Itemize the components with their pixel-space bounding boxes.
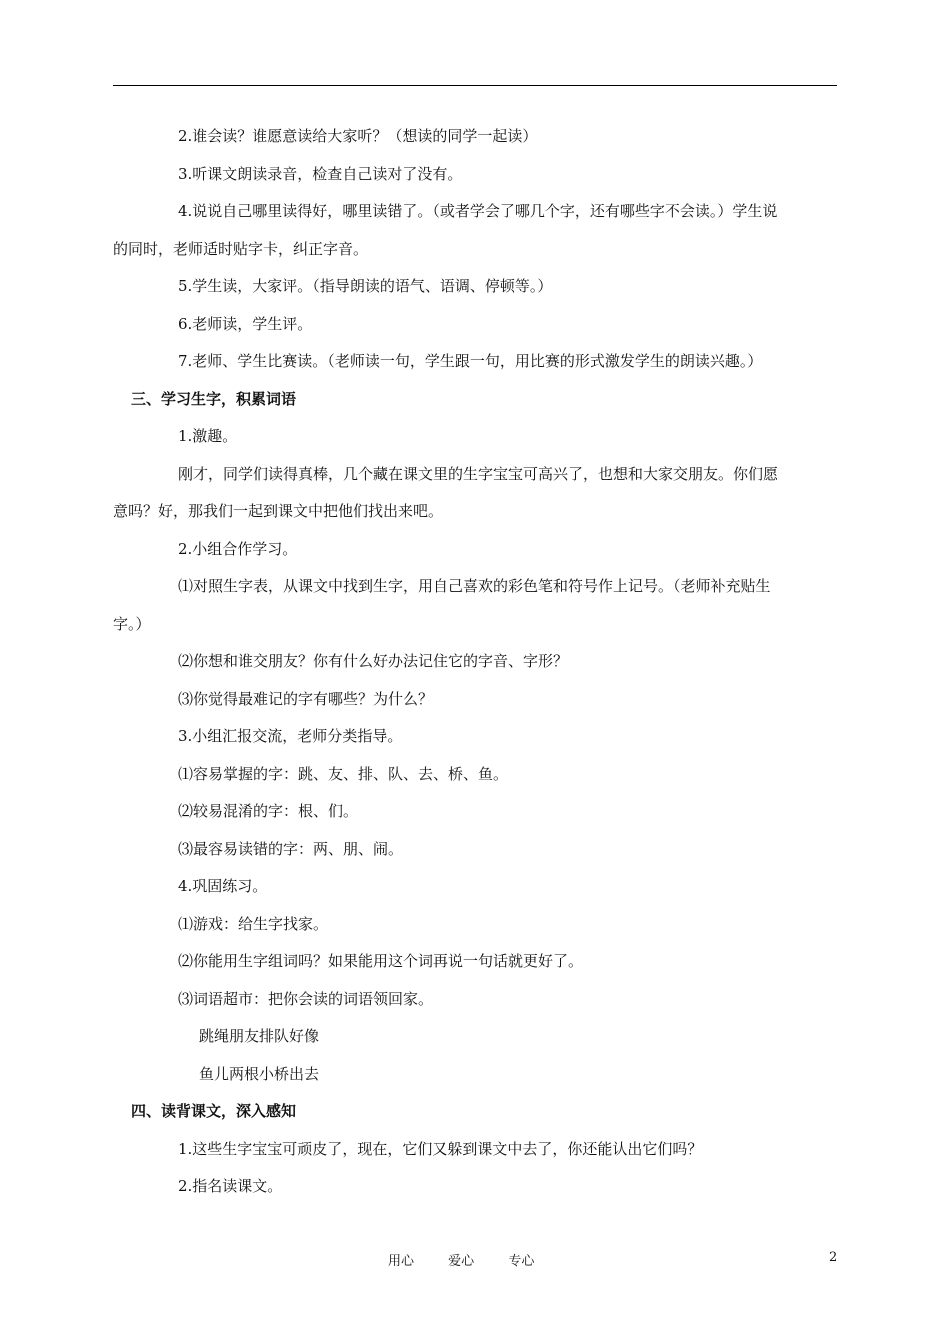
word-list: 跳绳朋友排队好像	[199, 1027, 320, 1045]
paragraph: ⑶你觉得最难记的字有哪些？为什么？	[178, 689, 434, 708]
paragraph: 7.老师、学生比赛读。（老师读一句，学生跟一句，用比赛的形式激发学生的朗读兴趣。）	[178, 352, 763, 370]
paragraph: ⑵你想和谁交朋友？你有什么好办法记住它的字音、字形？	[178, 652, 569, 670]
paragraph: 4.说说自己哪里读得好，哪里读错了。（或者学会了哪几个字，还有哪些字不会读。）学生说	[178, 202, 778, 220]
paragraph: 4.巩固练习。	[178, 877, 268, 895]
paragraph: 5.学生读，大家评。（指导朗读的语气、语调、停顿等。）	[178, 277, 553, 295]
paragraph: 的同时，老师适时贴字卡，纠正字音。	[113, 239, 369, 258]
footer-slogan-2: 爱心	[448, 1254, 475, 1269]
paragraph: 1.激趣。	[178, 427, 238, 445]
paragraph: ⑵较易混淆的字：根、们。	[178, 802, 359, 820]
paragraph: ⑴游戏：给生字找家。	[178, 914, 329, 933]
paragraph: 2.谁会读？谁愿意读给大家听？（想读的同学一起读）	[178, 127, 538, 145]
paragraph: ⑴对照生字表，从课文中找到生字，用自己喜欢的彩色笔和符号作上记号。（老师补充贴生	[178, 577, 771, 595]
paragraph: ⑶词语超市：把你会读的词语领回家。	[178, 989, 434, 1008]
header-rule	[113, 85, 837, 86]
page-number: 2	[829, 1250, 838, 1265]
paragraph: ⑶最容易读错的字：两、朋、闹。	[178, 839, 404, 858]
paragraph: 2.指名读课文。	[178, 1177, 283, 1195]
paragraph: 字。）	[113, 614, 151, 633]
paragraph: ⑴容易掌握的字：跳、友、排、队、去、桥、鱼。	[178, 764, 509, 783]
paragraph: 1.这些生字宝宝可顽皮了，现在，它们又躲到课文中去了，你还能认出它们吗？	[178, 1139, 703, 1158]
footer-slogan	[388, 1250, 564, 1269]
paragraph: 3.听课文朗读录音，检查自己读对了没有。	[178, 164, 463, 183]
word-list: 鱼儿两根小桥出去	[199, 1064, 320, 1083]
paragraph: 刚才，同学们读得真棒，几个藏在课文里的生字宝宝可高兴了，也想和大家交朋友。你们愿	[178, 464, 779, 483]
section-heading: 四、读背课文，深入感知	[131, 1102, 297, 1120]
paragraph: 2.小组合作学习。	[178, 539, 298, 558]
paragraph: ⑵你能用生字组词吗？如果能用这个词再说一句话就更好了。	[178, 952, 584, 970]
paragraph: 意吗？好，那我们一起到课文中把他们找出来吧。	[113, 502, 444, 520]
document-body	[113, 118, 838, 1206]
paragraph: 6.老师读，学生评。	[178, 314, 313, 333]
footer-slogan-3: 专心	[508, 1254, 535, 1269]
footer-slogan-1: 用心	[388, 1254, 415, 1269]
paragraph: 3.小组汇报交流，老师分类指导。	[178, 727, 403, 745]
section-heading: 三、学习生字，积累词语	[131, 389, 297, 408]
